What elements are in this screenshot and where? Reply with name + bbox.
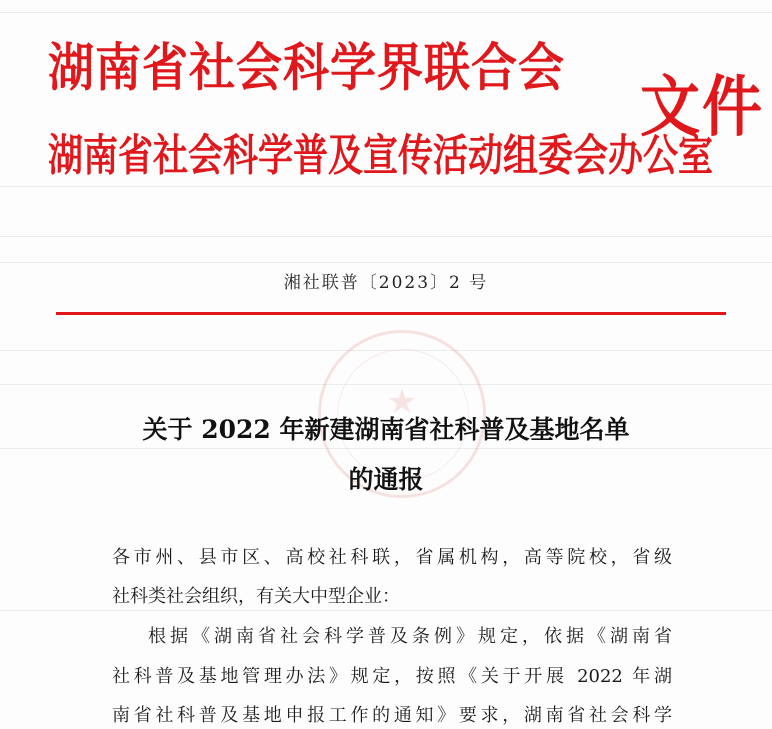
body-line-paragraph: 社科普及基地管理办法》规定，按照《关于开展 2022 年湖 xyxy=(112,666,672,687)
body-line-paragraph-start: 根据《湖南省社会科学普及条例》规定，依据《湖南省 xyxy=(148,626,672,647)
document-title-line-1: 关于 2022 年新建湖南省社科普及基地名单 xyxy=(142,415,630,444)
body-line-recipients-cont: 社科类社会组织，有关大中型企业： xyxy=(112,586,400,607)
header-divider xyxy=(56,312,726,315)
seal-star-icon: ★ xyxy=(386,382,418,422)
issuer-name-secondary: 湖南省社会科学普及宣传活动组委会办公室 xyxy=(48,131,714,182)
show-through-line xyxy=(0,236,772,237)
show-through-line xyxy=(0,186,772,187)
document-mark: 文件 xyxy=(640,69,764,147)
show-through-line xyxy=(0,12,772,13)
show-through-line xyxy=(0,262,772,263)
document-title-line-2: 的通报 xyxy=(348,465,424,494)
body-line-paragraph: 南省社科普及基地申报工作的通知》要求，湖南省社会科学 xyxy=(112,705,672,726)
document-number: 湘社联普〔2023〕2 号 xyxy=(283,273,489,293)
issuer-name-primary: 湖南省社会科学界联合会 xyxy=(48,37,565,98)
body-line-recipients: 各市州、县市区、高校社科联，省属机构，高等院校，省级 xyxy=(112,547,672,568)
